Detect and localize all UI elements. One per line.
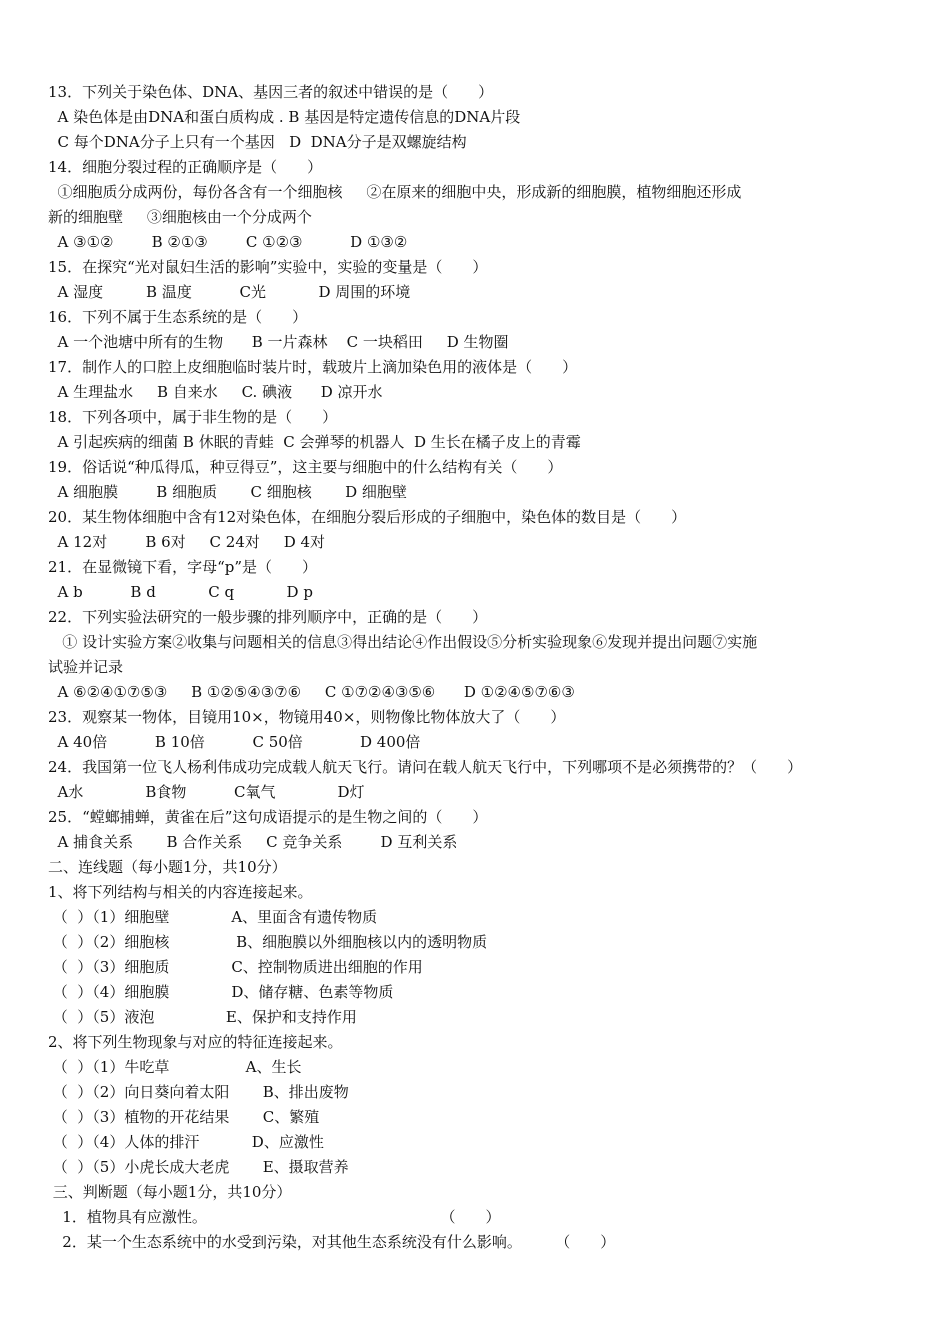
q20-stem: 20．某生物体细胞中含有12对染色体，在细胞分裂后形成的子细胞中，染色体的数目是（ ） — [48, 508, 687, 526]
q22-steps: ① 设计实验方案②收集与问题相关的信息③得出结论④作出假设⑤分析实验现象⑥发现并提出问题⑦实施 — [48, 633, 758, 651]
q13-options-ab: A 染色体是由DNA和蛋白质构成 . B 基因是特定遗传信息的DNA片段 — [48, 108, 521, 126]
q18-stem: 18．下列各项中，属于非生物的是（ ） — [48, 408, 338, 426]
section-3-heading: 三、判断题（每小题1分，共10分） — [48, 1183, 292, 1201]
q22-stem: 22．下列实验法研究的一般步骤的排列顺序中，正确的是（ ） — [48, 608, 488, 626]
q21-options: A b B d C q D p — [48, 583, 313, 601]
match-1-row: （ ）（5）液泡 E、保护和支持作用 — [48, 1008, 357, 1026]
match-1-row: （ ）（3）细胞质 C、控制物质进出细胞的作用 — [48, 958, 423, 976]
q25-stem: 25．“螳螂捕蝉，黄雀在后”这句成语提示的是生物之间的（ ） — [48, 808, 488, 826]
q22-options: A ⑥②④①⑦⑤③ B ①②⑤④③⑦⑥ C ①⑦②④③⑤⑥ D ①②④⑤⑦⑥③ — [48, 683, 575, 701]
match-2-row: （ ）（2）向日葵向着太阳 B、排出废物 — [48, 1083, 349, 1101]
section-2-heading: 二、连线题（每小题1分，共10分） — [48, 858, 287, 876]
q17-options: A 生理盐水 B 自来水 C. 碘液 D 凉开水 — [48, 383, 383, 401]
q19-options: A 细胞膜 B 细胞质 C 细胞核 D 细胞壁 — [48, 483, 407, 501]
q15-options: A 湿度 B 温度 C光 D 周围的环境 — [48, 283, 411, 301]
q21-stem: 21．在显微镜下看，字母“p”是（ ） — [48, 558, 318, 576]
match-2-row: （ ）（4）人体的排汗 D、应激性 — [48, 1133, 324, 1151]
q18-options: A 引起疾病的细菌 B 休眠的青蛙 C 会弹琴的机器人 D 生长在橘子皮上的青霉 — [48, 433, 581, 451]
q23-stem: 23．观察某一物体，目镜用10×，物镜用40×，则物像比物体放大了（ ） — [48, 708, 566, 726]
q14-stem: 14．细胞分裂过程的正确顺序是（ ） — [48, 158, 323, 176]
q13-stem: 13．下列关于染色体、DNA、基因三者的叙述中错误的是（ ） — [48, 83, 494, 101]
q22-steps-cont: 试验并记录 — [48, 658, 124, 676]
q16-stem: 16．下列不属于生态系统的是（ ） — [48, 308, 308, 326]
match-1-row: （ ）（4）细胞膜 D、储存糖、色素等物质 — [48, 983, 394, 1001]
q14-options: A ③①② B ②①③ C ①②③ D ①③② — [48, 233, 408, 251]
q14-steps: ①细胞质分成两份，每份各含有一个细胞核 ②在原来的细胞中央，形成新的细胞膜，植物细胞还形成 — [48, 183, 742, 201]
q25-options: A 捕食关系 B 合作关系 C 竞争关系 D 互利关系 — [48, 833, 458, 851]
judge-item-2: 2．某一个生态系统中的水受到污染，对其他生态系统没有什么影响。 （ ） — [48, 1233, 616, 1251]
q24-options: A水 B食物 C氧气 D灯 — [48, 783, 365, 801]
q24-stem: 24．我国第一位飞人杨利伟成功完成载人航天飞行。请问在载人航天飞行中，下列哪项不是必须携带的？（ ） — [48, 758, 803, 776]
q19-stem: 19．俗话说“种瓜得瓜，种豆得豆”，这主要与细胞中的什么结构有关（ ） — [48, 458, 563, 476]
q13-options-cd: C 每个DNA分子上只有一个基因 D DNA分子是双螺旋结构 — [48, 133, 467, 151]
q14-steps-cont: 新的细胞壁 ③细胞核由一个分成两个 — [48, 208, 312, 226]
q23-options: A 40倍 B 10倍 C 50倍 D 400倍 — [48, 733, 421, 751]
match-2-row: （ ）（1）牛吃草 A、生长 — [48, 1058, 302, 1076]
match-1-row: （ ）（2）细胞核 B、细胞膜以外细胞核以内的透明物质 — [48, 933, 488, 951]
q17-stem: 17．制作人的口腔上皮细胞临时装片时，载玻片上滴加染色用的液体是（ ） — [48, 358, 578, 376]
q15-stem: 15．在探究“光对鼠妇生活的影响”实验中，实验的变量是（ ） — [48, 258, 488, 276]
judge-item-1: 1．植物具有应激性。 （ ） — [48, 1208, 501, 1226]
q16-options: A 一个池塘中所有的生物 B 一片森林 C 一块稻田 D 生物圈 — [48, 333, 509, 351]
q20-options: A 12对 B 6对 C 24对 D 4对 — [48, 533, 326, 551]
match-2-row: （ ）（3）植物的开花结果 C、繁殖 — [48, 1108, 320, 1126]
match-1-instruction: 1、将下列结构与相关的内容连接起来。 — [48, 883, 313, 901]
match-2-row: （ ）（5）小虎长成大老虎 E、摄取营养 — [48, 1158, 349, 1176]
match-2-instruction: 2、将下列生物现象与对应的特征连接起来。 — [48, 1033, 343, 1051]
match-1-row: （ ）（1）细胞壁 A、里面含有遗传物质 — [48, 908, 378, 926]
